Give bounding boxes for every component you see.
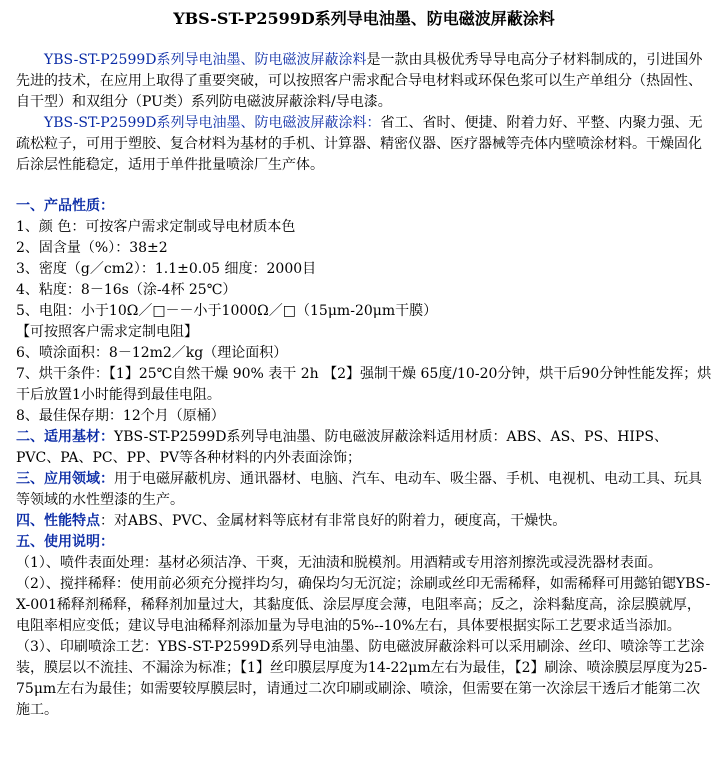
property-item: 8、最佳保存期：12个月（原桶） (16, 408, 225, 424)
usage-item: （2）、搅拌稀释：使用前必须充分搅拌均匀，确保均匀无沉淀；涂刷或丝印无需稀释，如需稀释可用懿铂锶YBS-X-001稀释剂稀释，稀释剂加量过大，其黏度低、涂层厚度会薄，电阻率高；反之，涂料黏度高，涂层膜就厚，电阻率相应变低；建议导电油稀释剂添加量为导电油的5%--10%左右，具体要根据实际工艺要求适当添加。 (16, 576, 711, 634)
property-item: 【可按照客户需求定制电阻】 (16, 324, 198, 340)
property-item: 2、固含量（%）：38±2 (16, 240, 168, 256)
property-item: 5、电阻：小于10Ω／□－－小于1000Ω／□（15μm-20μm干膜） (16, 303, 438, 319)
property-item: 7、烘干条件：【1】25℃自然干燥 90% 表干 2h 【2】强制干燥 65度/10-20分钟，烘干后90分钟性能发挥；烘干后放置1小时能得到最佳电阻。 (16, 366, 712, 403)
section-text: YBS-ST-P2599D系列导电油墨、防电磁波屏蔽涂料适用材质：ABS、AS、PS、HIPS、PVC、PA、PC、PP、PV等各种材料的内外表面涂饰； (16, 429, 668, 466)
section-heading-features: 四、性能特点 (16, 513, 100, 529)
usage-item: （1）、喷件表面处理：基材必须洁净、干爽，无油渍和脱模剂。用酒精或专用溶剂擦洗或浸洗器材表面。 (16, 555, 662, 571)
section-substrates (16, 427, 712, 469)
section-heading-usage: 五、使用说明： (16, 534, 114, 550)
spacer (16, 176, 712, 196)
section-features (16, 511, 712, 532)
property-item: 6、喷涂面积：8－12m2／kg（理论面积） (16, 345, 288, 361)
property-item: 1、颜 色：可按客户需求定制或导电材质本色 (16, 219, 296, 235)
usage-item: （3）、印刷喷涂工艺：YBS-ST-P2599D系列导电油墨、防电磁波屏蔽涂料可以采用刷涂、丝印、喷涂等工艺涂装，膜层以不流挂、不漏涂为标准；【1】丝印膜层厚度为14-22μm左右为最佳，【2】刷涂、喷涂膜层厚度为25-75μm左右为最佳；如需要较厚膜层时，请通过二次印刷或刷涂、喷涂，但需要在第一次涂层干透后才能第二次施工。 (16, 639, 708, 718)
intro-paragraph-2 (16, 113, 712, 176)
section-text: ：对ABS、PVC、金属材料等底材有非常良好的附着力，硬度高，干燥快。 (100, 513, 567, 529)
property-item: 4、粘度：8－16s（涂-4杯 25℃） (16, 282, 237, 298)
intro-text: 省工、省时、便捷、附着力好、平整、内聚力强、无疏松粒子，可用于塑胶、复合材料为基材的手机、计算器、精密仪器、医疗器械等壳体内壁喷涂材料。干燥固化后涂层性能稳定，适用于单件批量喷涂厂生产体。 (16, 115, 703, 173)
section-heading-applications: 三、应用领域： (16, 471, 114, 487)
section-heading-substrates: 二、适用基材： (16, 429, 114, 445)
section-heading-properties: 一、产品性质： (16, 198, 114, 214)
section-text: 用于电磁屏蔽机房、通讯器材、电脑、汽车、电动车、吸尘器、手机、电视机、电动工具、玩具等领域的水性塑漆的生产。 (16, 471, 702, 508)
intro-text: 是一款由具极优秀导导电高分子材料制成的，引进国外先进的技术，在应用上取得了重要突破，可以按照客户需求配合导电材料或环保色浆可以生产单组分（热固性、自干型）和双组分（PU类）系列防电磁波屏蔽涂料/导电漆。 (16, 52, 703, 110)
product-name-highlight: YBS-ST-P2599D系列导电油墨、防电磁波屏蔽涂料 (44, 52, 367, 68)
page-title: YBS-ST-P2599D系列导电油墨、防电磁波屏蔽涂料 (173, 9, 555, 28)
intro-paragraph-1 (16, 50, 712, 113)
section-applications (16, 469, 712, 511)
product-name-highlight: YBS-ST-P2599D系列导电油墨、防电磁波屏蔽涂料： (44, 115, 381, 131)
property-item: 3、密度（g／cm2）：1.1±0.05 细度：2000目 (16, 261, 317, 277)
